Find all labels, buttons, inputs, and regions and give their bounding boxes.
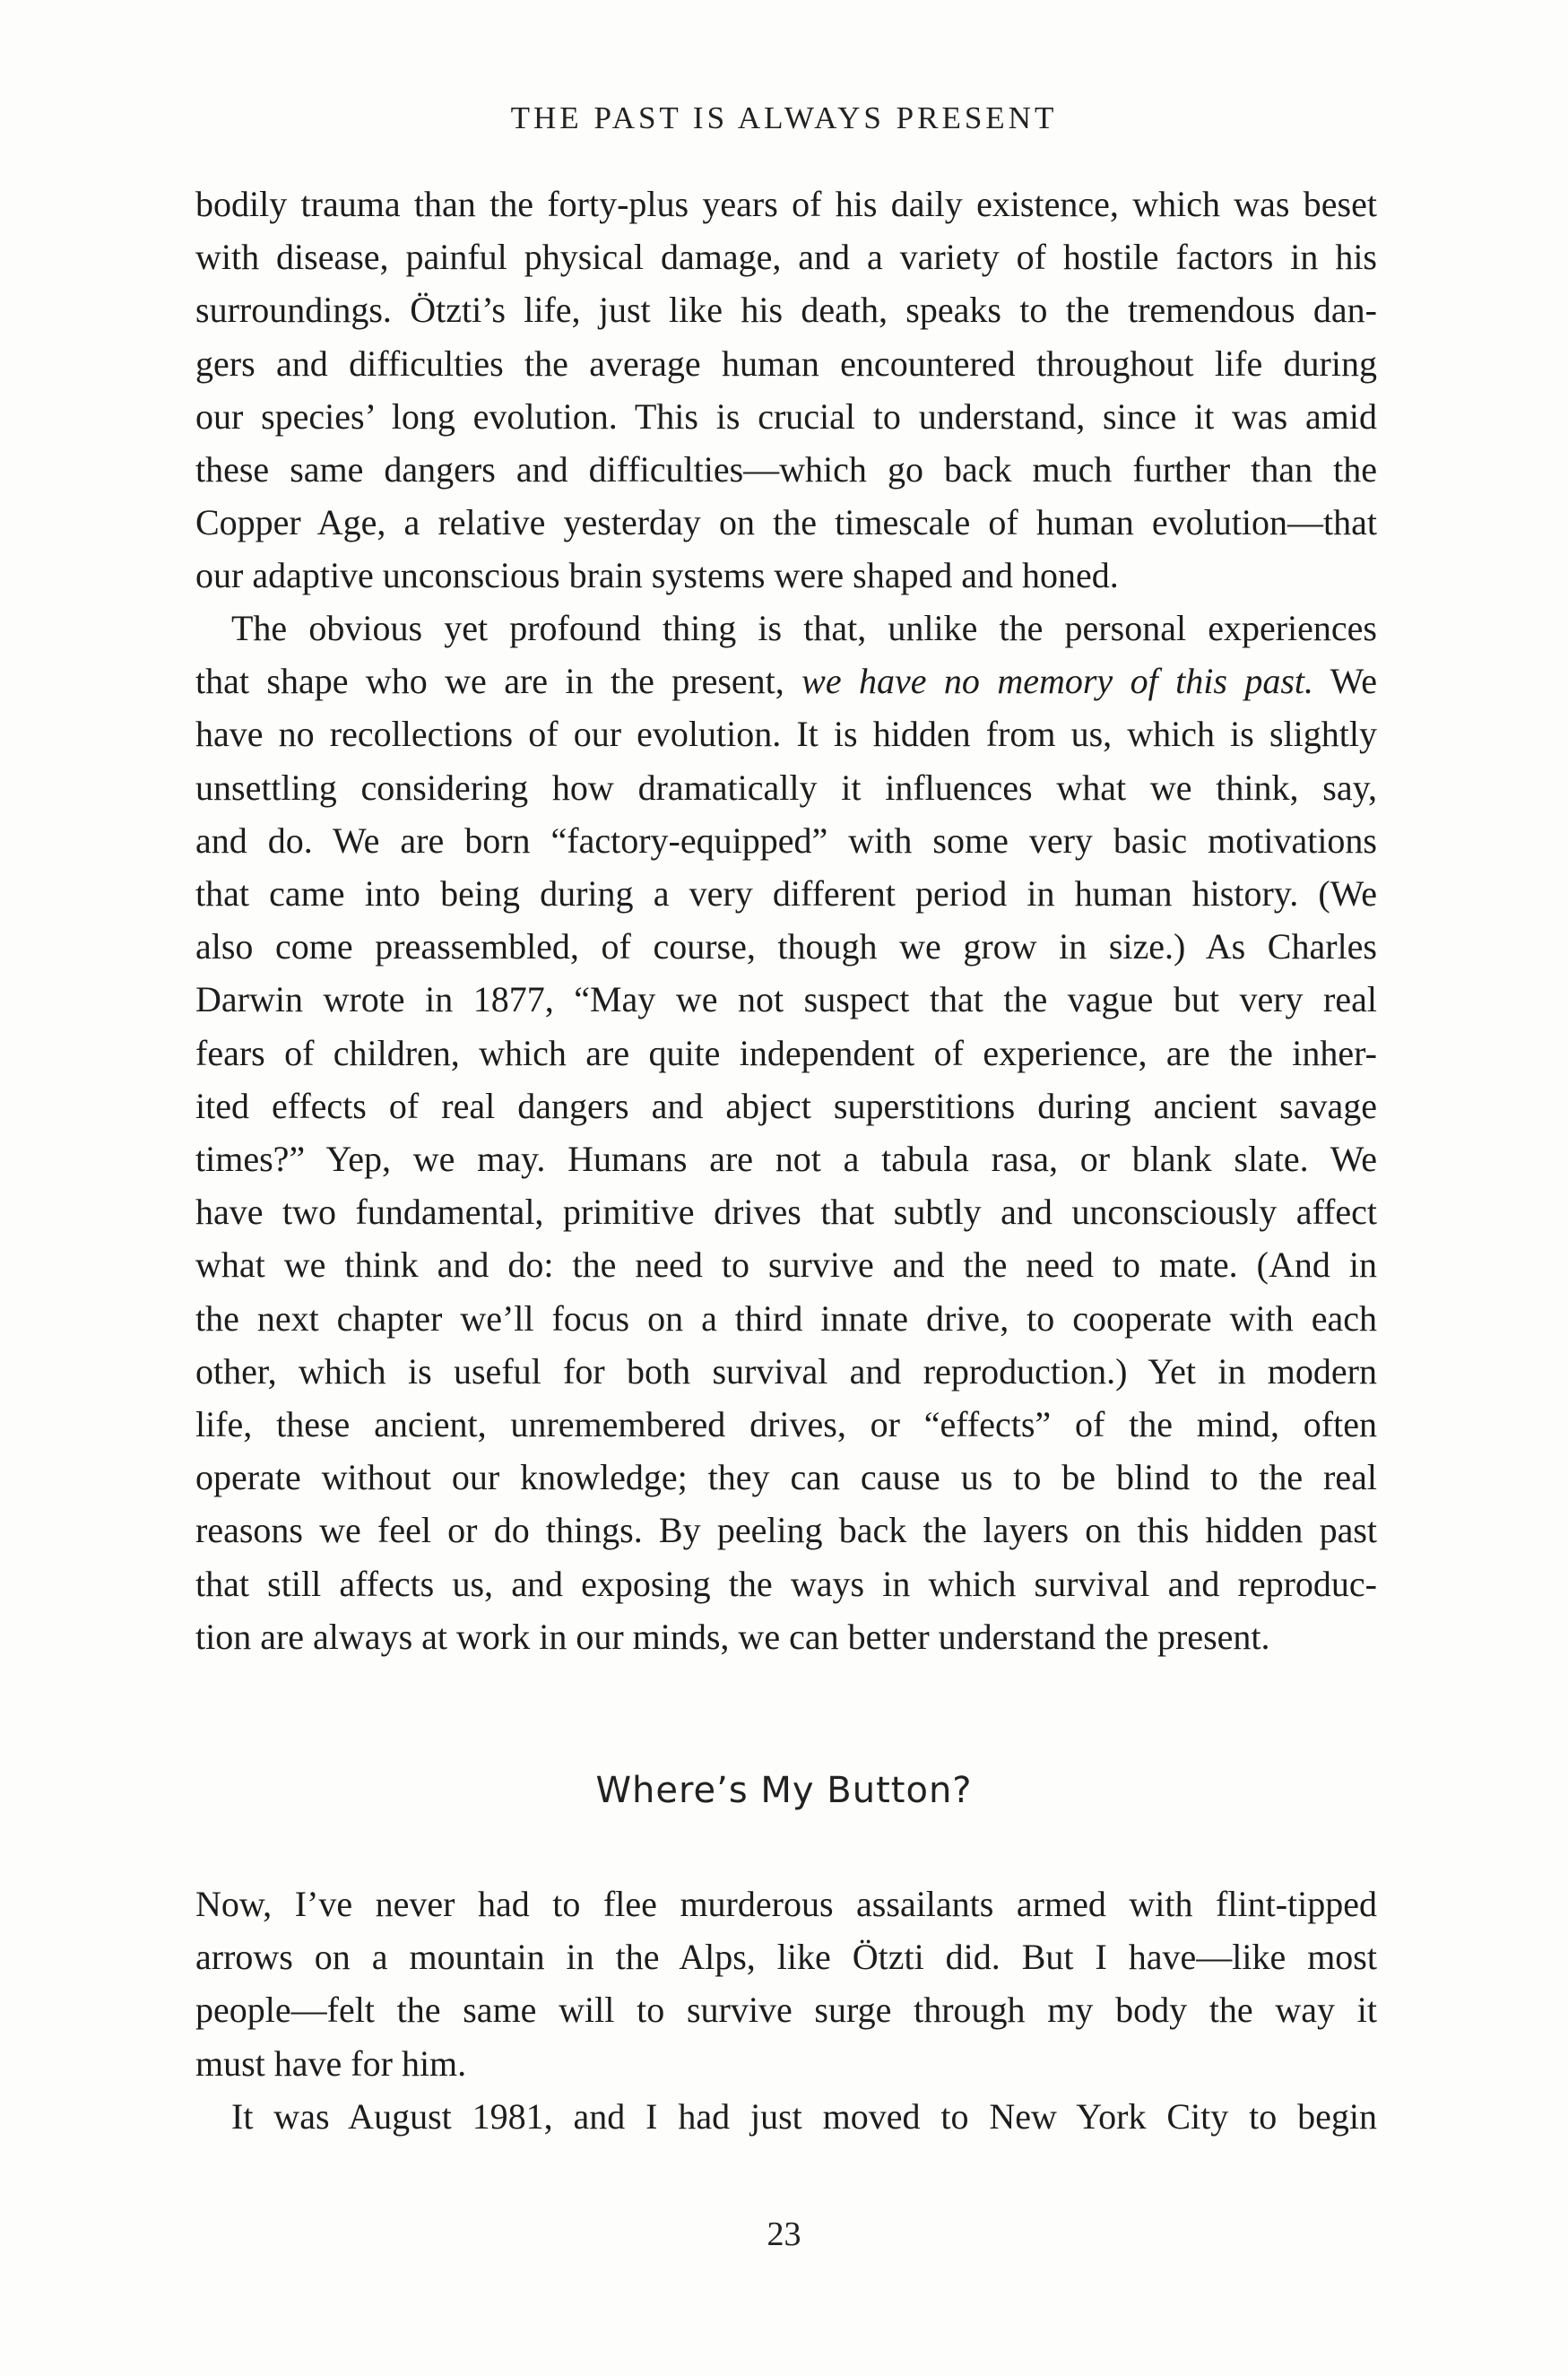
text-line: that came into being during a very different period in human history. (We xyxy=(195,873,1377,915)
text-line: arrows on a mountain in the Alps, like Ötzti did. But I have—like most xyxy=(195,1937,1377,1978)
text-line: these same dangers and difficulties—which go back much further than the xyxy=(195,449,1377,490)
text-line: the next chapter we’ll focus on a third innate drive, to cooperate with each xyxy=(195,1297,1377,1339)
paragraph-4 xyxy=(195,2090,1377,2143)
text-line: unsettling considering how dramatically it influences what we think, say, xyxy=(195,767,1377,808)
text-line: Darwin wrote in 1877, “May we not suspect that the vague but very real xyxy=(195,979,1377,1020)
text-line: times?” Yep, we may. Humans are not a tabula rasa, or blank slate. We xyxy=(195,1139,1377,1180)
text-fragment: that shape who we are in the present, xyxy=(195,661,802,702)
text-line: have no recollections of our evolution. It is hidden from us, which is slightly xyxy=(195,714,1377,755)
text-line: and do. We are born “factory-equipped” with some very basic motivations xyxy=(195,819,1377,861)
text-line: The obvious yet profound thing is that, unlike the personal experiences xyxy=(231,608,1377,648)
text-line: must have for him. xyxy=(195,2042,467,2084)
paragraph-3 xyxy=(195,1877,1377,2090)
text-line: bodily trauma than the forty-plus years of his daily existence, which was beset xyxy=(195,184,1377,224)
text-line: fears of children, which are quite independent of experience, are the inher- xyxy=(195,1032,1377,1073)
text-line: with disease, painful physical damage, and a variety of hostile factors in his xyxy=(195,237,1377,278)
paragraph-2 xyxy=(195,602,1377,1663)
page-number: 23 xyxy=(767,2216,801,2253)
text-line: Copper Age, a relative yesterday on the timescale of human evolution—that xyxy=(195,502,1377,543)
text-line: ited effects of real dangers and abject superstitions during ancient savage xyxy=(195,1085,1377,1126)
text-line: what we think and do: the need to survive and the need to mate. (And in xyxy=(195,1244,1377,1286)
section-heading: Where’s My Button? xyxy=(595,1770,973,1811)
text-line: also come preassembled, of course, though we grow in size.) As Charles xyxy=(195,926,1377,967)
text-fragment: We xyxy=(1313,661,1377,702)
text-line: It was August 1981, and I had just moved to New York City to begin xyxy=(231,2096,1377,2137)
text-line: our adaptive unconscious brain systems were shaped and honed. xyxy=(195,555,1119,596)
text-line: surroundings. Ötzti’s life, just like his death, speaks to the tremendous dan- xyxy=(195,290,1377,331)
text-line: operate without our knowledge; they can cause us to be blind to the real xyxy=(195,1457,1377,1498)
paragraph-1 xyxy=(195,178,1377,603)
emphasized-text: we have no memory of this past. xyxy=(801,661,1313,702)
text-line xyxy=(195,655,1377,707)
text-line: reasons we feel or do things. By peeling back the layers on this hidden past xyxy=(195,1510,1377,1551)
text-line: that still affects us, and exposing the ways in which survival and reproduc- xyxy=(195,1563,1377,1604)
text-line: people—felt the same will to survive surge through my body the way it xyxy=(195,1990,1377,2031)
running-head: THE PAST IS ALWAYS PRESENT xyxy=(510,100,1058,135)
text-line: Now, I’ve never had to flee murderous assailants armed with flint-tipped xyxy=(195,1884,1377,1924)
text-line: gers and difficulties the average human encountered throughout life during xyxy=(195,343,1377,384)
text-line: life, these ancient, unremembered drives, or “effects” of the mind, often xyxy=(195,1404,1377,1445)
text-line: tion are always at work in our minds, we can better understand the present. xyxy=(195,1616,1270,1657)
text-line: our species’ long evolution. This is crucial to understand, since it was amid xyxy=(195,395,1377,437)
text-line: have two fundamental, primitive drives that subtly and unconsciously affect xyxy=(195,1192,1377,1233)
text-line: other, which is useful for both survival and reproduction.) Yet in modern xyxy=(195,1350,1377,1392)
